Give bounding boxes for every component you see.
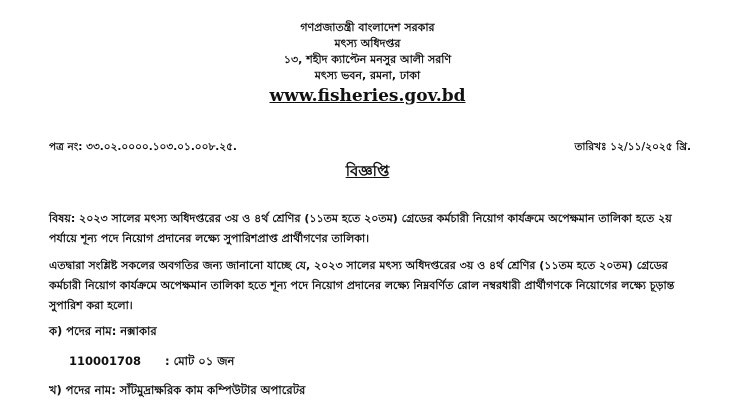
notice-title-text: বিজ্ঞপ্তি xyxy=(345,162,390,180)
section-heading-stenographer: খ) পদের নাম: সাঁটমুদ্রাক্ষরিক কাম কম্পিউটার অপারেটর xyxy=(49,383,306,397)
address-line-1: ১৩, শহীদ ক্যাপ্টেন মনসুর আলী সরণি xyxy=(283,53,452,66)
subject-paragraph: বিষয়: ২০২৩ সালের মৎস্য অধিদপ্তরের ৩য় ও ৪র্থ শ্রেণির (১১তম হতে ২০তম) গ্রেডের কর্মচারী নিয়োগ কার্যক্রমে অপেক্ষমান তালিকা হতে ২য় পর্যায়ে শূন্য পদে নিয়োগ প্রদানের লক্ষ্যে সুপারিশপ্রাপ্ত প্রার্থীগণের তালিকা। xyxy=(49,212,672,245)
notice-title xyxy=(0,160,735,185)
department-name: মৎস্য অধিদপ্তর xyxy=(334,37,401,50)
section-heading-draftsman: ক) পদের নাম: নক্সাকার xyxy=(49,324,157,338)
roll-number: 110001708 xyxy=(69,354,142,368)
total-count: : মোট ০১ জন xyxy=(165,354,235,368)
roll-row xyxy=(69,353,234,372)
website-link[interactable]: www.fisheries.gov.bd xyxy=(269,86,466,106)
letterhead xyxy=(0,20,735,107)
address-line-2: মৎস্য ভবন, রমনা, ঢাকা xyxy=(314,69,421,82)
government-name: গণপ্রজাতন্ত্রী বাংলাদেশ সরকার xyxy=(300,21,435,34)
memo-date: তারিখঃ ১২/১১/২০২৫ খ্রি. xyxy=(574,141,691,153)
memo-number: পত্র নং: ৩৩.০২.০০০০.১০৩.০১.০০৮.২৫. xyxy=(49,141,237,153)
body-paragraph: এতদ্বারা সংশ্লিষ্ট সকলের অবগতির জন্য জানানো যাচ্ছে যে, ২০২৩ সালের মৎস্য অধিদপ্তরের ৩য় ও ৪র্থ শ্রেণির (১১তম হতে ২০তম) গ্রেডের কর্মচারী নিয়োগ কার্যক্রমে অপেক্ষমান তালিকা হতে শূন্য পদে নিয়োগ প্রদানের লক্ষ্যে নিম্নবর্ণিত রোল নম্বরধারী প্রার্থীগণকে নিয়োগের লক্ষ্যে চূড়ান্ত সুপারিশ করা হলো। xyxy=(49,259,675,312)
